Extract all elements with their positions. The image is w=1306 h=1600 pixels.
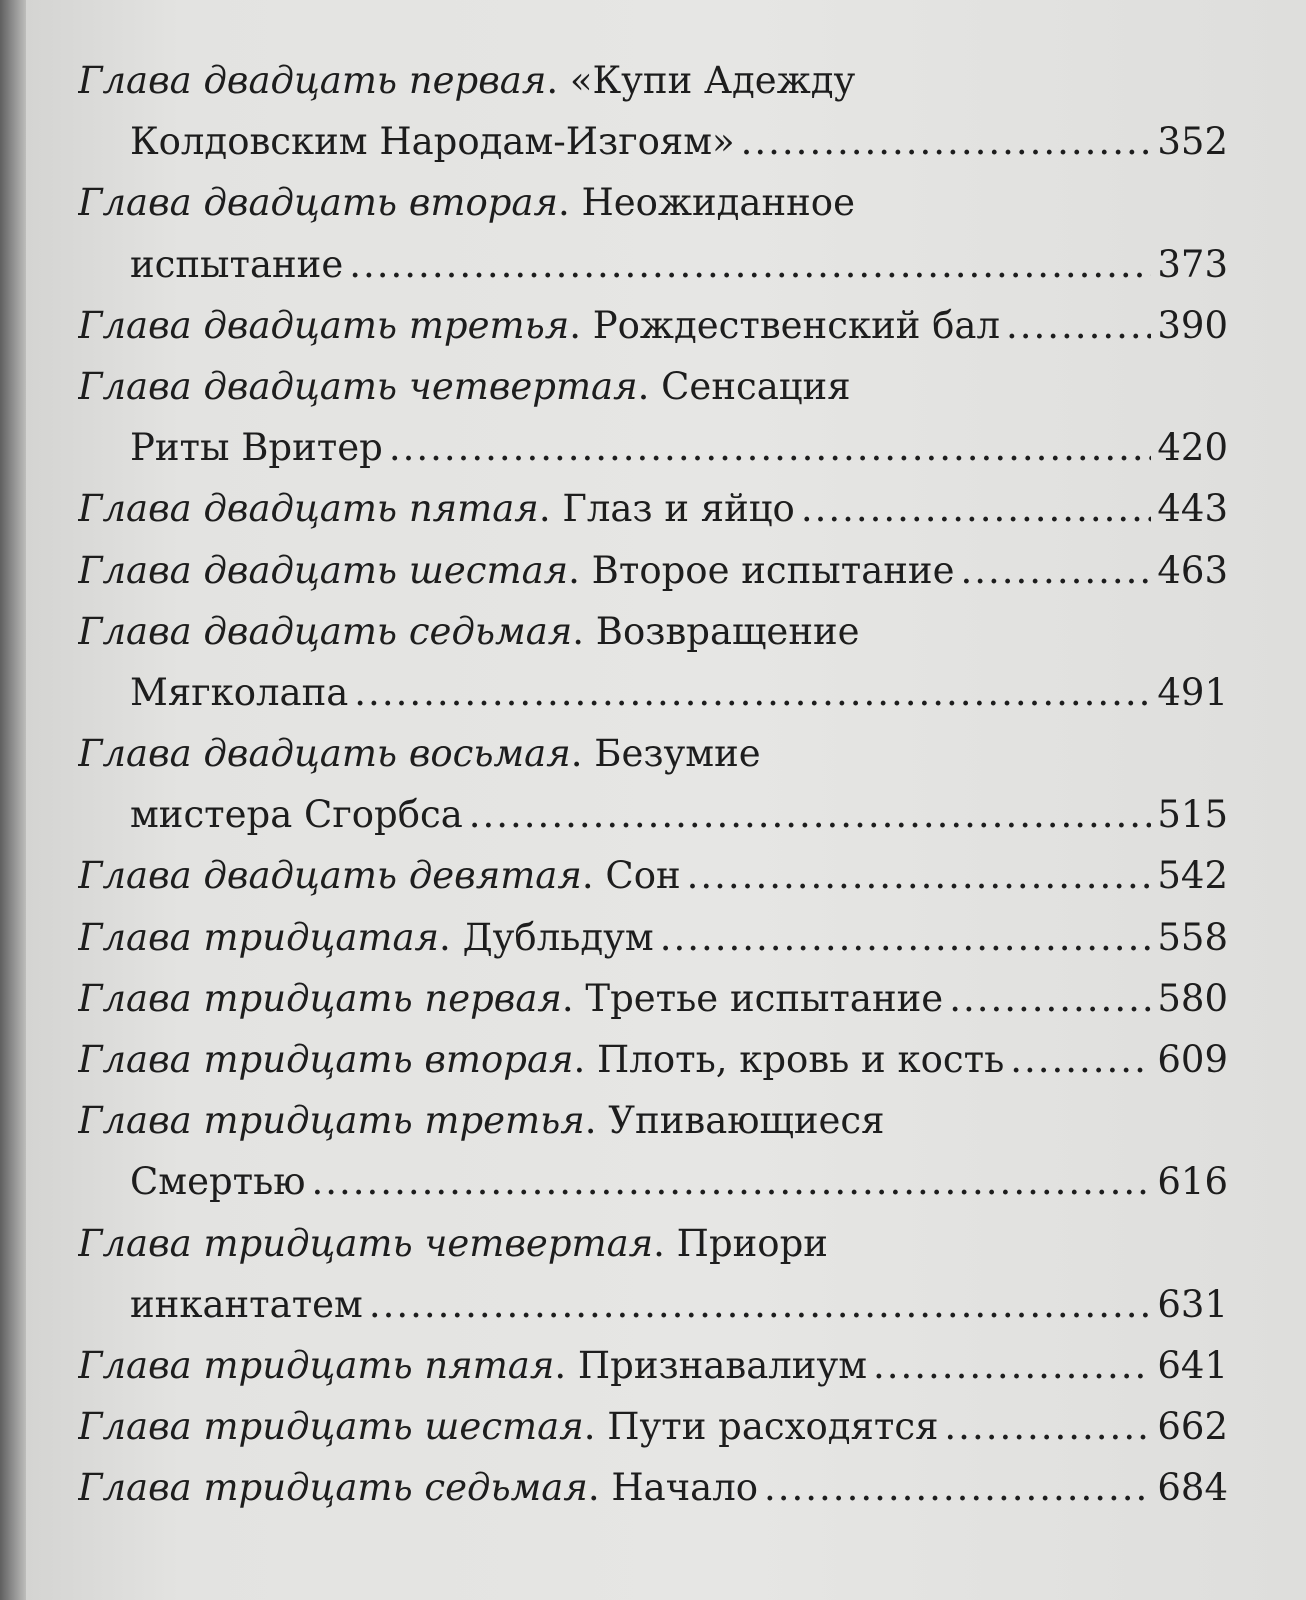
chapter-title: инкантатем [130, 1282, 363, 1326]
toc-entry-continuation [78, 1274, 1228, 1335]
chapter-title: . Второе испытание [568, 548, 955, 592]
dot-leader [801, 478, 1152, 539]
chapter-number: Глава двадцать третья [78, 303, 570, 347]
chapter-number: Глава тридцать пятая [78, 1343, 555, 1387]
dot-leader [469, 784, 1152, 845]
page-number: 463 [1157, 548, 1228, 592]
chapter-title: . Сенсация [637, 364, 851, 408]
chapter-title: . Сон [581, 854, 681, 898]
page-number: 684 [1157, 1466, 1228, 1510]
chapter-number: Глава тридцать шестая [78, 1405, 584, 1449]
dot-leader [660, 907, 1152, 968]
chapter-title: . Безумие [570, 732, 761, 776]
chapter-title: Мягколапа [130, 670, 349, 714]
chapter-title: . Упивающиеся [584, 1099, 885, 1143]
chapter-title: . Возвращение [572, 609, 860, 653]
page-number: 662 [1157, 1405, 1228, 1449]
toc-entry [78, 1396, 1228, 1457]
dot-leader [354, 662, 1151, 723]
dot-leader [873, 1335, 1151, 1396]
chapter-number: Глава тридцать вторая [78, 1038, 574, 1081]
toc-entry-heading [78, 1090, 1228, 1151]
chapter-title: . Неожиданное [557, 181, 855, 225]
toc-entry-heading [78, 601, 1228, 662]
page-number: 352 [1157, 120, 1228, 164]
page-number: 641 [1157, 1343, 1228, 1387]
toc-entry-heading [78, 356, 1228, 417]
toc-entry [78, 478, 1228, 539]
page-number: 373 [1157, 242, 1228, 286]
chapter-title: . Дубльдум [439, 915, 654, 959]
dot-leader [741, 111, 1152, 172]
dot-leader [764, 1457, 1151, 1518]
chapter-number: Глава тридцать седьмая [78, 1466, 588, 1510]
toc-entry [78, 1457, 1228, 1518]
dot-leader [960, 540, 1151, 601]
chapter-title: . Приори [653, 1221, 828, 1265]
toc-entry [78, 968, 1228, 1029]
page-number: 580 [1157, 976, 1228, 1020]
chapter-number: Глава тридцатая [78, 915, 440, 959]
chapter-number: Глава двадцать девятая [78, 854, 582, 898]
chapter-number: Глава двадцать четвертая [78, 364, 638, 408]
toc-entry-continuation [78, 784, 1228, 845]
chapter-title: . «Купи Адежду [546, 59, 856, 102]
dot-leader [369, 1274, 1152, 1335]
chapter-number: Глава двадцать вторая [78, 181, 558, 225]
page-number: 390 [1157, 303, 1228, 347]
chapter-number: Глава двадцать шестая [78, 548, 569, 592]
chapter-title: . Третье испытание [561, 976, 944, 1020]
toc-entry [78, 1029, 1228, 1090]
page-number: 609 [1157, 1038, 1228, 1081]
page-number: 420 [1157, 426, 1228, 470]
chapter-number: Глава тридцать четвертая [78, 1221, 654, 1265]
chapter-number: Глава двадцать пятая [78, 487, 539, 531]
page-number: 515 [1157, 793, 1228, 837]
chapter-number: Глава тридцать третья [78, 1099, 585, 1143]
toc-entry-heading [78, 1213, 1228, 1274]
chapter-number: Глава двадцать первая [78, 59, 547, 102]
page-number: 616 [1157, 1160, 1228, 1204]
dot-leader [949, 968, 1151, 1029]
chapter-title: испытание [130, 242, 344, 286]
toc-entry [78, 845, 1228, 906]
page-number: 491 [1157, 670, 1228, 714]
chapter-number: Глава тридцать первая [78, 976, 562, 1020]
page-number: 631 [1157, 1282, 1228, 1326]
toc-entry-heading [78, 172, 1228, 233]
toc-entry-continuation [78, 234, 1228, 295]
dot-leader [687, 845, 1152, 906]
dot-leader [1006, 295, 1151, 356]
toc-entry-continuation [78, 417, 1228, 478]
table-of-contents [78, 50, 1228, 1519]
chapter-title: . Плоть, кровь и кость [573, 1038, 1005, 1081]
dot-leader [944, 1396, 1151, 1457]
dot-leader [1010, 1029, 1151, 1090]
toc-entry-continuation [78, 1151, 1228, 1212]
page-number: 558 [1157, 915, 1228, 959]
chapter-title: . Рождественский бал [569, 303, 1000, 347]
toc-entry-continuation [78, 662, 1228, 723]
chapter-title: . Признавалиум [554, 1343, 867, 1387]
chapter-number: Глава двадцать восьмая [78, 732, 571, 776]
toc-entry [78, 907, 1228, 968]
toc-entry-continuation [78, 111, 1228, 172]
chapter-title: Риты Вритер [130, 426, 383, 470]
book-spine-shadow [0, 0, 26, 1600]
dot-leader [389, 417, 1152, 478]
chapter-title: . Глаз и яйцо [538, 487, 795, 531]
chapter-number: Глава двадцать седьмая [78, 609, 573, 653]
book-page [26, 0, 1306, 1600]
chapter-title: Смертью [130, 1160, 306, 1204]
toc-entry [78, 540, 1228, 601]
dot-leader [312, 1151, 1152, 1212]
page-number: 542 [1157, 854, 1228, 898]
dot-leader [349, 234, 1151, 295]
chapter-title: . Начало [587, 1466, 758, 1510]
toc-entry [78, 295, 1228, 356]
toc-entry-heading [78, 50, 1228, 111]
chapter-title: . Пути расходятся [583, 1405, 939, 1449]
toc-entry-heading [78, 723, 1228, 784]
page-number: 443 [1157, 487, 1228, 531]
toc-entry [78, 1335, 1228, 1396]
chapter-title: мистера Сгорбса [130, 793, 463, 837]
chapter-title: Колдовским Народам-Изгоям» [130, 120, 735, 164]
